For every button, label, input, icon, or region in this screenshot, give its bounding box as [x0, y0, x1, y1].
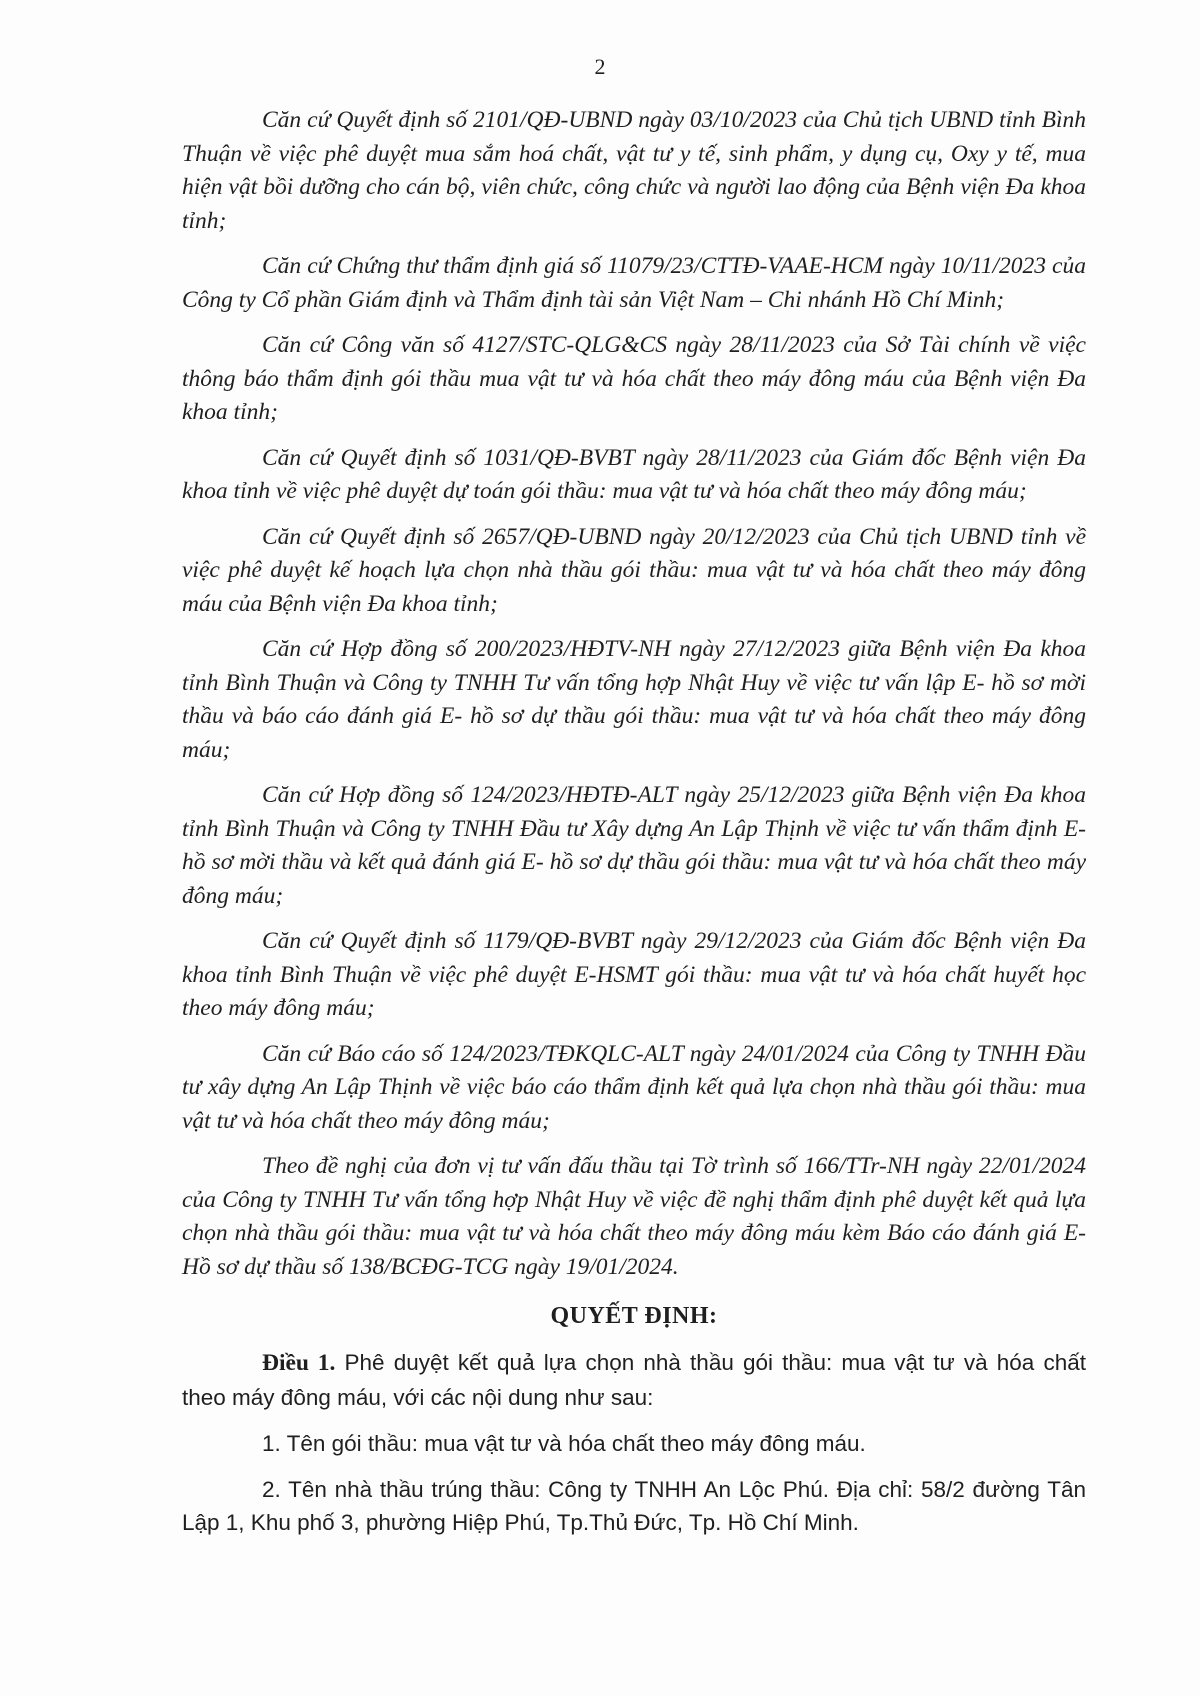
document-body [182, 104, 1086, 1552]
preamble-paragraph-9: Căn cứ Báo cáo số 124/2023/TĐKQLC-ALT ngày 24/01/2024 của Công ty TNHH Đầu tư xây dựng An Lập Thịnh về việc báo cáo thẩm định kết quả lựa chọn nhà thầu gói thầu: mua vật tư và hóa chất theo máy đông máu; [182, 1040, 1086, 1134]
preamble-paragraph-2: Căn cứ Chứng thư thẩm định giá số 11079/23/CTTĐ-VAAE-HCM ngày 10/11/2023 của Công ty Cổ phần Giám định và Thẩm định tài sản Việt Nam – Chi nhánh Hồ Chí Minh; [182, 253, 1086, 313]
article-1 [182, 1346, 1086, 1415]
preamble-paragraph-1: Căn cứ Quyết định số 2101/QĐ-UBND ngày 03/10/2023 của Chủ tịch UBND tỉnh Bình Thuận về việc phê duyệt mua sắm hoá chất, vật tư y tế, sinh phẩm, y dụng cụ, Oxy y tế, mua hiện vật bồi dưỡng cho cán bộ, viên chức, công chức và người lao động của Bệnh viện Đa khoa tỉnh; [182, 107, 1086, 234]
article-1-label: Điều 1. [262, 1350, 336, 1376]
preamble-paragraph-5: Căn cứ Quyết định số 2657/QĐ-UBND ngày 20/12/2023 của Chủ tịch UBND tỉnh về việc phê duyệt kế hoạch lựa chọn nhà thầu gói thầu: mua vật tư và hóa chất theo máy đông máu của Bệnh viện Đa khoa tỉnh; [182, 523, 1086, 617]
preamble-paragraph-3: Căn cứ Công văn số 4127/STC-QLG&CS ngày 28/11/2023 của Sở Tài chính về việc thông báo thẩm định gói thầu mua vật tư và hóa chất theo máy đông máu của Bệnh viện Đa khoa tỉnh; [182, 332, 1086, 425]
preamble-paragraph-8: Căn cứ Quyết định số 1179/QĐ-BVBT ngày 29/12/2023 của Giám đốc Bệnh viện Đa khoa tỉnh Bình Thuận về việc phê duyệt E-HSMT gói thầu: mua vật tư và hóa chất huyết học theo máy đông máu; [182, 928, 1086, 1021]
article-1-text: Phê duyệt kết quả lựa chọn nhà thầu gói thầu: mua vật tư và hóa chất theo máy đông máu, với các nội dung như sau: [182, 1350, 1086, 1410]
preamble-paragraph-7: Căn cứ Hợp đồng số 124/2023/HĐTĐ-ALT ngày 25/12/2023 giữa Bệnh viện Đa khoa tỉnh Bình Thuận và Công ty TNHH Đầu tư Xây dựng An Lập Thịnh về việc tư vấn thẩm định E-hồ sơ mời thầu và kết quả đánh giá E- hồ sơ dự thầu gói thầu: mua vật tư và hóa chất theo máy đông máu; [182, 782, 1086, 909]
preamble-paragraph-10: Theo đề nghị của đơn vị tư vấn đấu thầu tại Tờ trình số 166/TTr-NH ngày 22/01/2024 của Công ty TNHH Tư vấn tổng hợp Nhật Huy về việc đề nghị thẩm định phê duyệt kết quả lựa chọn nhà thầu gói thầu: mua vật tư và hóa chất theo máy đông máu kèm Báo cáo đánh giá E-Hồ sơ dự thầu số 138/BCĐG-TCG ngày 19/01/2024. [182, 1153, 1086, 1280]
article-1-item-2: 2. Tên nhà thầu trúng thầu: Công ty TNHH An Lộc Phú. Địa chỉ: 58/2 đường Tân Lập 1, Khu phố 3, phường Hiệp Phú, Tp.Thủ Đức, Tp. Hồ Chí Minh. [182, 1476, 1086, 1535]
preamble-paragraph-4: Căn cứ Quyết định số 1031/QĐ-BVBT ngày 28/11/2023 của Giám đốc Bệnh viện Đa khoa tỉnh về việc phê duyệt dự toán gói thầu: mua vật tư và hóa chất theo máy đông máu; [182, 444, 1086, 504]
article-1-item-1: 1. Tên gói thầu: mua vật tư và hóa chất theo máy đông máu. [262, 1431, 866, 1456]
decision-heading: QUYẾT ĐỊNH: [550, 1303, 718, 1329]
preamble-paragraph-6: Căn cứ Hợp đồng số 200/2023/HĐTV-NH ngày 27/12/2023 giữa Bệnh viện Đa khoa tỉnh Bình Thuận và Công ty TNHH Tư vấn tổng hợp Nhật Huy về việc tư vấn lập E- hồ sơ mời thầu và báo cáo đánh giá E- hồ sơ dự thầu gói thầu: mua vật tư và hóa chất theo máy đông máu; [182, 636, 1086, 763]
page-number: 2 [594, 54, 606, 79]
